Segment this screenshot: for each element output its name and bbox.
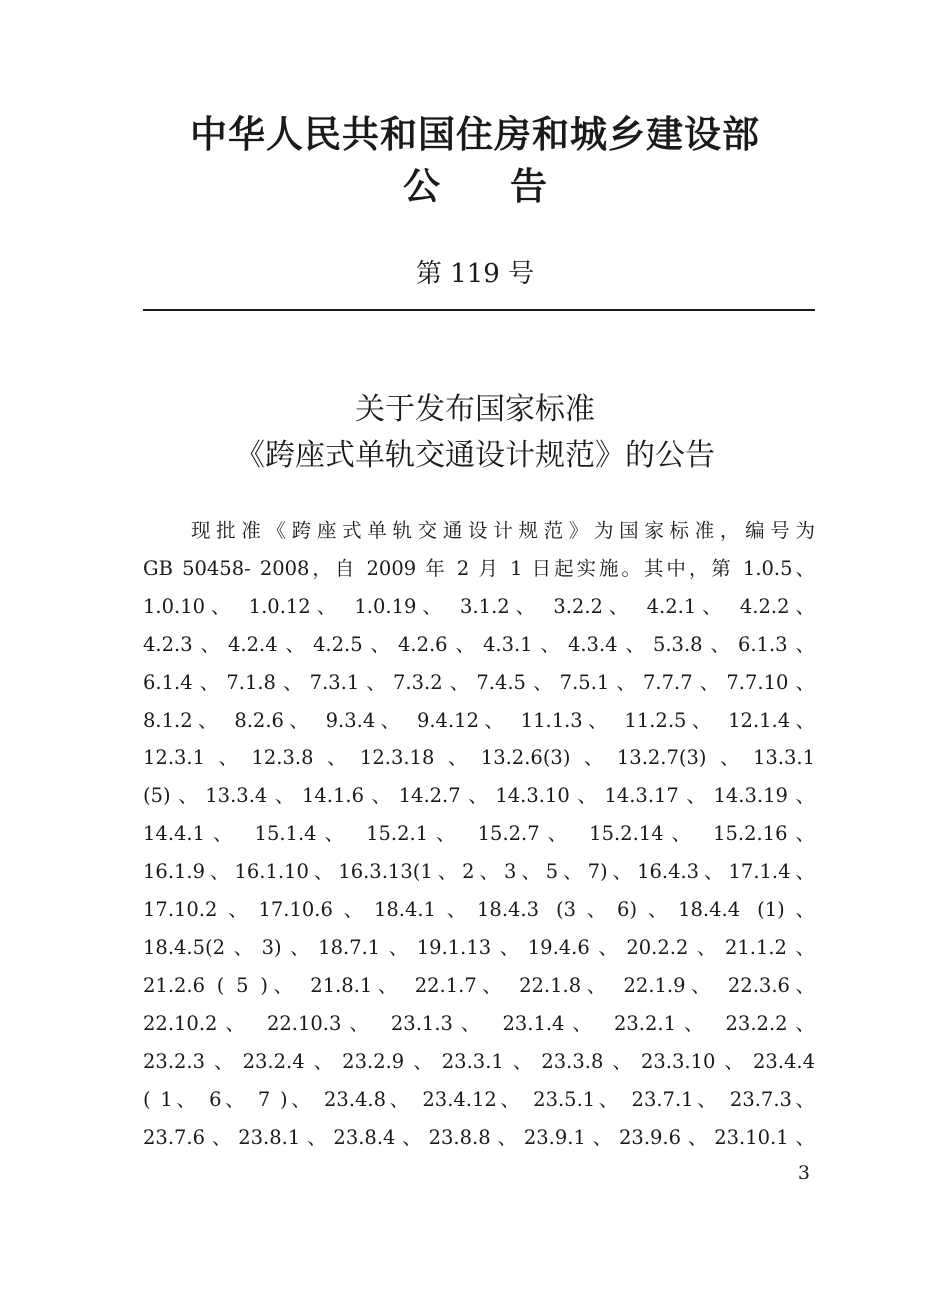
- body-line: 6.1.4、7.1.8、7.3.1、7.3.2、7.4.5、7.5.1、7.7.7、7.7.10、: [143, 670, 815, 694]
- notice-title: [0, 160, 950, 212]
- body-line: 23.7.6、23.8.1、23.8.4、23.8.8、23.9.1、23.9.6、23.10.1、: [143, 1125, 815, 1149]
- body-line: 17.10.2、17.10.6、18.4.1、18.4.3 (3、6)、18.4.4 (1)、: [143, 898, 815, 922]
- body-line: 18.4.5(2、3)、18.7.1、19.1.13、19.4.6、20.2.2、21.1.2、: [143, 935, 815, 959]
- body-line: 现批准《跨座式单轨交通设计规范》为国家标准，编号为: [191, 519, 815, 542]
- body-line: 16.1.9、16.1.10、16.3.13(1、2、3、5、7)、16.4.3、17.1.4、: [143, 860, 815, 884]
- body-line: GB 50458- 2008，自 2009 年 2 月 1 日起实施。其中，第 1.0.5、: [143, 556, 815, 580]
- subject-line-2: 《跨座式单轨交通设计规范》的公告: [235, 438, 715, 473]
- page-number: 3: [797, 1162, 810, 1184]
- body-line: ( 1、 6、 7 )、 23.4.8、 23.4.12、 23.5.1、 23.7.1、 23.7.3、: [143, 1087, 815, 1111]
- body-line: 12.3.1、12.3.8、12.3.18、13.2.6(3)、13.2.7(3)、13.3.1: [143, 746, 815, 770]
- notice-title-right: 告: [510, 164, 547, 208]
- body-line: 22.10.2、 22.10.3、 23.1.3、 23.1.4、 23.2.1、 23.2.2、: [143, 1011, 815, 1035]
- ministry-name: 中华人民共和国住房和城乡建设部: [190, 112, 760, 156]
- body-line: (5)、13.3.4、14.1.6、14.2.7、14.3.10、14.3.17、14.3.19、: [143, 784, 815, 808]
- notice-title-left: 公: [403, 164, 440, 208]
- body-line: 8.1.2、 8.2.6、 9.3.4、 9.4.12、 11.1.3、 11.2.5、 12.1.4、: [143, 708, 815, 732]
- body-line: 23.2.3、23.2.4、23.2.9、23.3.1、23.3.8、23.3.10、23.4.4: [143, 1049, 815, 1073]
- announcement-subject: [0, 388, 950, 480]
- body-line: 21.2.6 ( 5 )、 21.8.1、 22.1.7、 22.1.8、 22.1.9、 22.3.6、: [143, 973, 815, 997]
- announcement-number: 第 119 号: [415, 259, 535, 289]
- header-divider: [143, 309, 815, 311]
- body-line: 4.2.3、4.2.4、4.2.5、4.2.6、4.3.1、4.3.4、5.3.8、6.1.3、: [143, 632, 815, 656]
- body-line: 1.0.10、 1.0.12、 1.0.19、 3.1.2、 3.2.2、 4.2.1、 4.2.2、: [143, 594, 815, 618]
- body-line: 14.4.1、 15.1.4、 15.2.1、 15.2.7、 15.2.14、 15.2.16、: [143, 822, 815, 846]
- subject-line-1: 关于发布国家标准: [355, 392, 595, 427]
- announcement-body: [143, 512, 815, 1156]
